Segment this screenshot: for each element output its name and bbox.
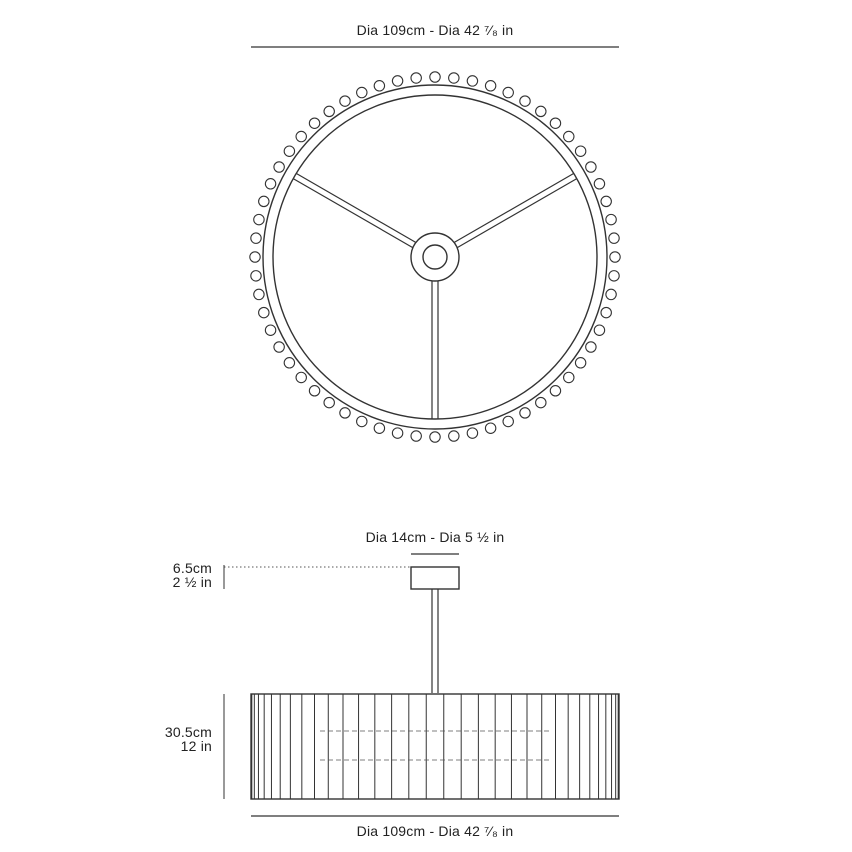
- bead: [250, 252, 260, 262]
- bead: [324, 106, 334, 116]
- bead: [251, 233, 261, 243]
- bead: [503, 416, 513, 426]
- arm-line: [293, 179, 413, 248]
- bead: [606, 214, 616, 224]
- bead: [575, 146, 585, 156]
- arm-line: [454, 173, 574, 242]
- bead: [430, 432, 440, 442]
- canopy-height-cm-label: 6.5cm: [172, 560, 212, 576]
- bead: [606, 289, 616, 299]
- bead: [309, 386, 319, 396]
- bead: [357, 87, 367, 97]
- bead: [609, 233, 619, 243]
- bead: [485, 423, 495, 433]
- bead: [609, 271, 619, 281]
- bead: [411, 431, 421, 441]
- bottom-diameter-label: Dia 109cm - Dia 42 ⁷⁄₈ in: [356, 823, 514, 839]
- bead: [610, 252, 620, 262]
- bead: [550, 386, 560, 396]
- bead: [550, 118, 560, 128]
- bead: [324, 397, 334, 407]
- bead: [392, 428, 402, 438]
- bead: [284, 146, 294, 156]
- bead: [274, 162, 284, 172]
- bead: [520, 96, 530, 106]
- bead: [284, 358, 294, 368]
- bead: [467, 428, 477, 438]
- bead: [503, 87, 513, 97]
- bead: [564, 131, 574, 141]
- bead: [449, 431, 459, 441]
- bead: [467, 76, 477, 86]
- bead: [259, 307, 269, 317]
- bead: [536, 106, 546, 116]
- canopy-diameter-label: Dia 14cm - Dia 5 ½ in: [365, 529, 505, 545]
- bead: [586, 162, 596, 172]
- bead: [601, 196, 611, 206]
- bead: [274, 342, 284, 352]
- bead: [296, 372, 306, 382]
- bead: [449, 73, 459, 83]
- arm-line: [457, 179, 577, 248]
- bead: [536, 397, 546, 407]
- bead: [575, 358, 585, 368]
- bead: [254, 214, 264, 224]
- shade-height-cm-label: 30.5cm: [164, 724, 212, 740]
- bead: [296, 131, 306, 141]
- side-view: [224, 554, 619, 816]
- bead: [254, 289, 264, 299]
- bead: [586, 342, 596, 352]
- bead: [265, 179, 275, 189]
- arm-line: [296, 173, 416, 242]
- bead: [411, 73, 421, 83]
- bead: [340, 96, 350, 106]
- top-diameter-label: Dia 109cm - Dia 42 ⁷⁄₈ in: [356, 22, 514, 38]
- shade-height-in-label: 12 in: [180, 738, 212, 754]
- hub-inner: [423, 245, 447, 269]
- canopy-height-in-label: 2 ½ in: [172, 574, 212, 590]
- bead: [485, 81, 495, 91]
- bead: [564, 372, 574, 382]
- bead: [309, 118, 319, 128]
- shade: [251, 694, 619, 799]
- bead: [251, 271, 261, 281]
- bead: [601, 307, 611, 317]
- bead: [259, 196, 269, 206]
- bead: [374, 81, 384, 91]
- bead: [430, 72, 440, 82]
- shade-outline: [251, 694, 619, 799]
- bead: [265, 325, 275, 335]
- top-view: [250, 72, 620, 442]
- support-arms: [293, 173, 577, 419]
- bead: [357, 416, 367, 426]
- bead: [594, 179, 604, 189]
- bead: [340, 408, 350, 418]
- canopy: [411, 567, 459, 589]
- bead: [374, 423, 384, 433]
- bead: [392, 76, 402, 86]
- bead: [520, 408, 530, 418]
- bead: [594, 325, 604, 335]
